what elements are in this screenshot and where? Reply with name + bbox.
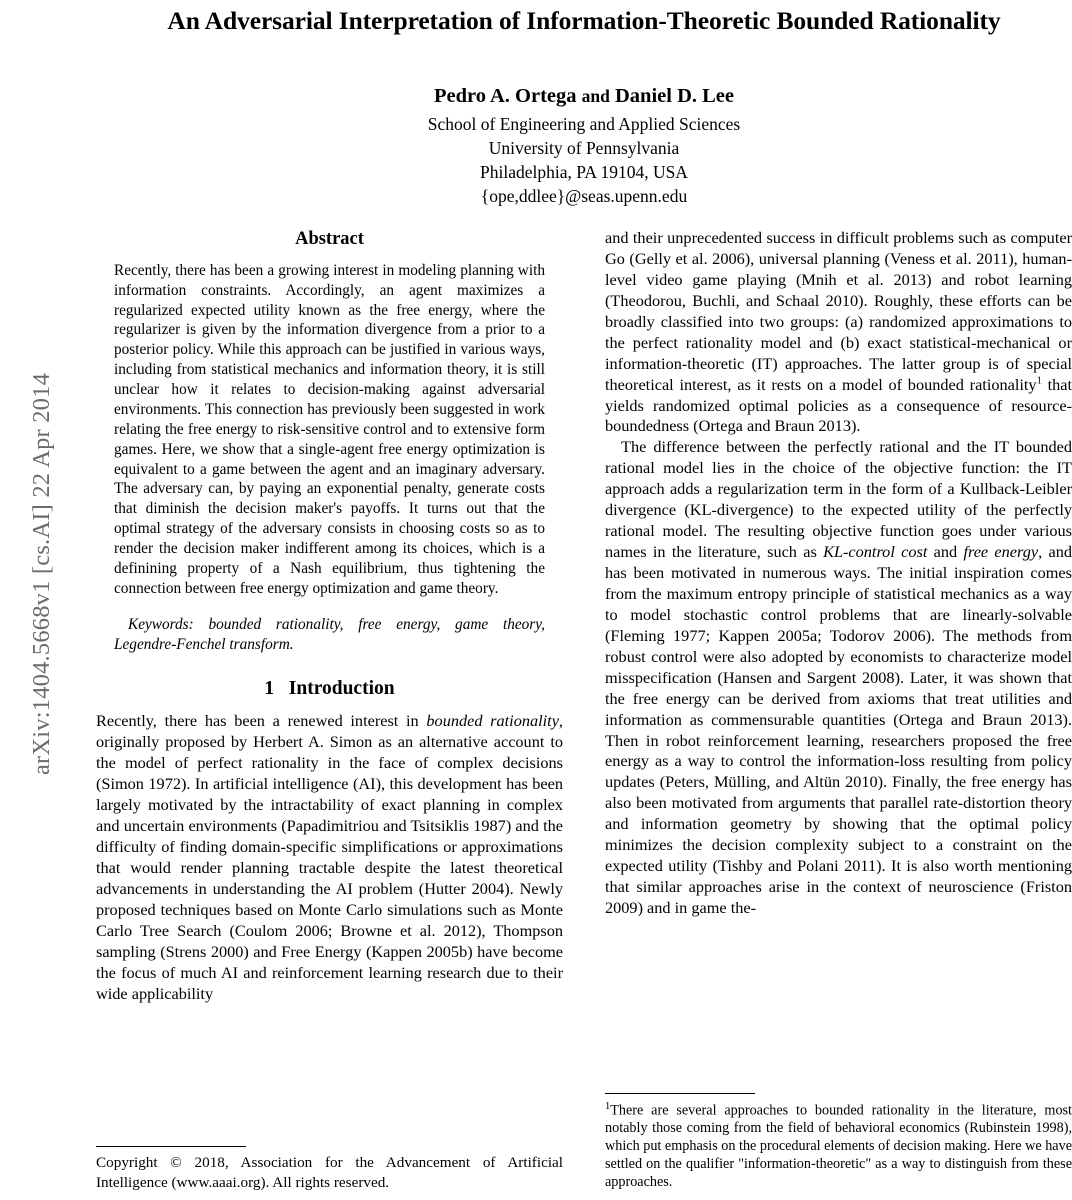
footnote-text [605,1100,1072,1192]
footnote-rule [605,1093,755,1094]
section-title: Introduction [288,678,395,700]
two-column-body [96,228,1072,1200]
section-heading-introduction [96,676,563,701]
intro-p3-part2: , and has been motivated in numerous ways. The initial inspiration comes from the maximum entropy principle of statistical mechanics as a way to model stochastic control problems that are linearly-solvable (Fleming 1977; Kappen 2005a; Todorov 2006). The methods from robust control were also adopted by economists to characterize model misspecification (Hansen and Sargent 2008). Later, it was shown that the free energy can be derived from axioms that treat utilities and information as commensurable quantities (Ortega and Braun 2013). Then in robot reinforcement learning, researchers proposed the free energy as a way to control the information-loss resulting from policy updates (Peters, Mülling, and Altün 2010). Finally, the free energy has also been motivated from arguments that parallel rate-distortion theory and information geometry by showing that the optimal policy minimizes the decision complexity subject to a constraint on the expected utility (Tishby and Polani 2011). It is also worth mentioning that similar approaches arise in the context of neuroscience (Friston 2009) and in game the- [605,542,1072,917]
footnote-body: There are several approaches to bounded rationality in the literature, most notably those coming from the field of behavioral economics (Rubinstein 1998), which put emphasis on the procedural elements of decision making. Here we have settled on the qualifier "information-theoretic" as a way to distinguish from these approaches. [605,1102,1072,1191]
copyright-text: Copyright © 2018, Association for the Advancement of Artificial Intelligence (www.aaai.org). All rights reserved. [96,1154,563,1191]
intro-p2-part2: that yields randomized optimal policies as a consequence of resource-boundedness (Ortega and Braun 2013). [605,374,1072,436]
affiliation-line-3: Philadelphia, PA 19104, USA [480,161,688,182]
affiliation-line-2: University of Pennsylvania [488,137,680,158]
affiliation-line-1: School of Engineering and Applied Sciences [427,113,741,134]
arxiv-stamp: arXiv:1404.5668v1 [cs.AI] 22 Apr 2014 [28,372,55,776]
intro-p1-part2: , originally proposed by Herbert A. Simon as an alternative account to the model of perfect rationality in the face of complex decisions (Simon 1972). In artificial intelligence (AI), this development has been largely motivated by the intractability of exact planning in complex and uncertain environments (Papadimitriou and Tsitsiklis 1987) and the difficulty of finding domain-specific simplifications or approximations that would render planning tractable despite the latest theoretical advancements in understanding the AI problem (Hutter 2004). Newly proposed techniques based on Monte Carlo simulations such as Monte Carlo Tree Search (Coulom 2006; Browne et al. 2012), Thompson sampling (Strens 2000) and Free Energy (Kappen 2005b) have become the focus of much AI and reinforcement learning research due to their wide applicability [96,711,563,1003]
intro-p3-italic-1: KL-control cost [823,542,928,562]
intro-p3-mid: and [927,542,964,562]
footnote-marker: 1 [605,1100,611,1112]
intro-paragraph-1 [96,711,563,1004]
paper-content [96,0,1072,1200]
footnote-marker-ref: 1 [1036,375,1042,387]
left-column [96,228,563,1200]
abstract-text: Recently, there has been a growing interest in modeling planning with information constraints. Accordingly, an agent maximizes a regularized expected utility known as the free energy, where the regularizer is given by the information divergence from a prior to a posterior policy. While this approach can be justified in various ways, including from statistical mechanics and information theory, it is still unclear how it relates to decision-making against adversarial environments. This connection has previously been suggested in work relating the free energy to risk-sensitive control and to extensive form games. Here, we show that a single-agent free energy optimization is equivalent to a game between the agent and an imaginary adversary. The adversary can, by paying an exponential penalty, generate costs that diminish the decision maker's payoffs. It turns out that the optimal strategy of the adversary consists in choosing costs so as to render the decision maker indifferent among its choices, which is a definining property of a Nash equilibrium, thus tightening the connection between free energy optimization and game theory. [114,261,545,597]
affiliation-block [96,112,1072,209]
intro-p2-part1: and their unprecedented success in difficult problems such as computer Go (Gelly et al. 2006), universal planning (Veness et al. 2011), human-level video game playing (Mnih et al. 2013) and robot learning (Theodorou, Buchli, and Schaal 2010). Roughly, these efforts can be broadly classified into two groups: (a) randomized approximations to the perfect rationality model and (b) exact statistical-mechanical or information-theoretic (IT) approaches. The latter group is of special theoretical interest, as it rests on a model of bounded rationality [605,228,1072,394]
affiliation-email: {ope,ddlee}@seas.upenn.edu [480,186,688,207]
author-line [96,85,1072,108]
section-number: 1 [264,678,275,700]
abstract-heading: Abstract [295,229,364,249]
author-conjunction: and [581,85,610,106]
intro-paragraph-2 [605,228,1072,437]
keywords-line: Keywords: bounded rationality, free energy, game theory, Legendre-Fenchel transform. [114,615,545,653]
copyright-rule [96,1146,246,1147]
author-first: Pedro A. Ortega [434,84,577,107]
copyright-block [96,1136,563,1192]
page-title: An Adversarial Interpretation of Information-Theoretic Bounded Rationality [167,6,1001,35]
intro-p3-italic-2: free energy [963,542,1039,562]
intro-p3-part1: The difference between the perfectly rational and the IT bounded rational model lies in the choice of the objective function: the IT approach adds a regularization term in the form of a Kullback-Leibler divergence (KL-divergence) to the expected utility of the perfectly rational model. The resulting objective function goes under various names in the literature, such as [605,437,1072,562]
author-second: Daniel D. Lee [615,84,734,107]
right-column [605,228,1072,1200]
intro-p1-part1: Recently, there has been a renewed interest in [96,711,427,731]
intro-paragraph-3 [605,437,1072,919]
abstract-section [96,228,563,599]
intro-p1-italic: bounded rationality [426,711,559,731]
footnote-block [605,1083,1072,1192]
